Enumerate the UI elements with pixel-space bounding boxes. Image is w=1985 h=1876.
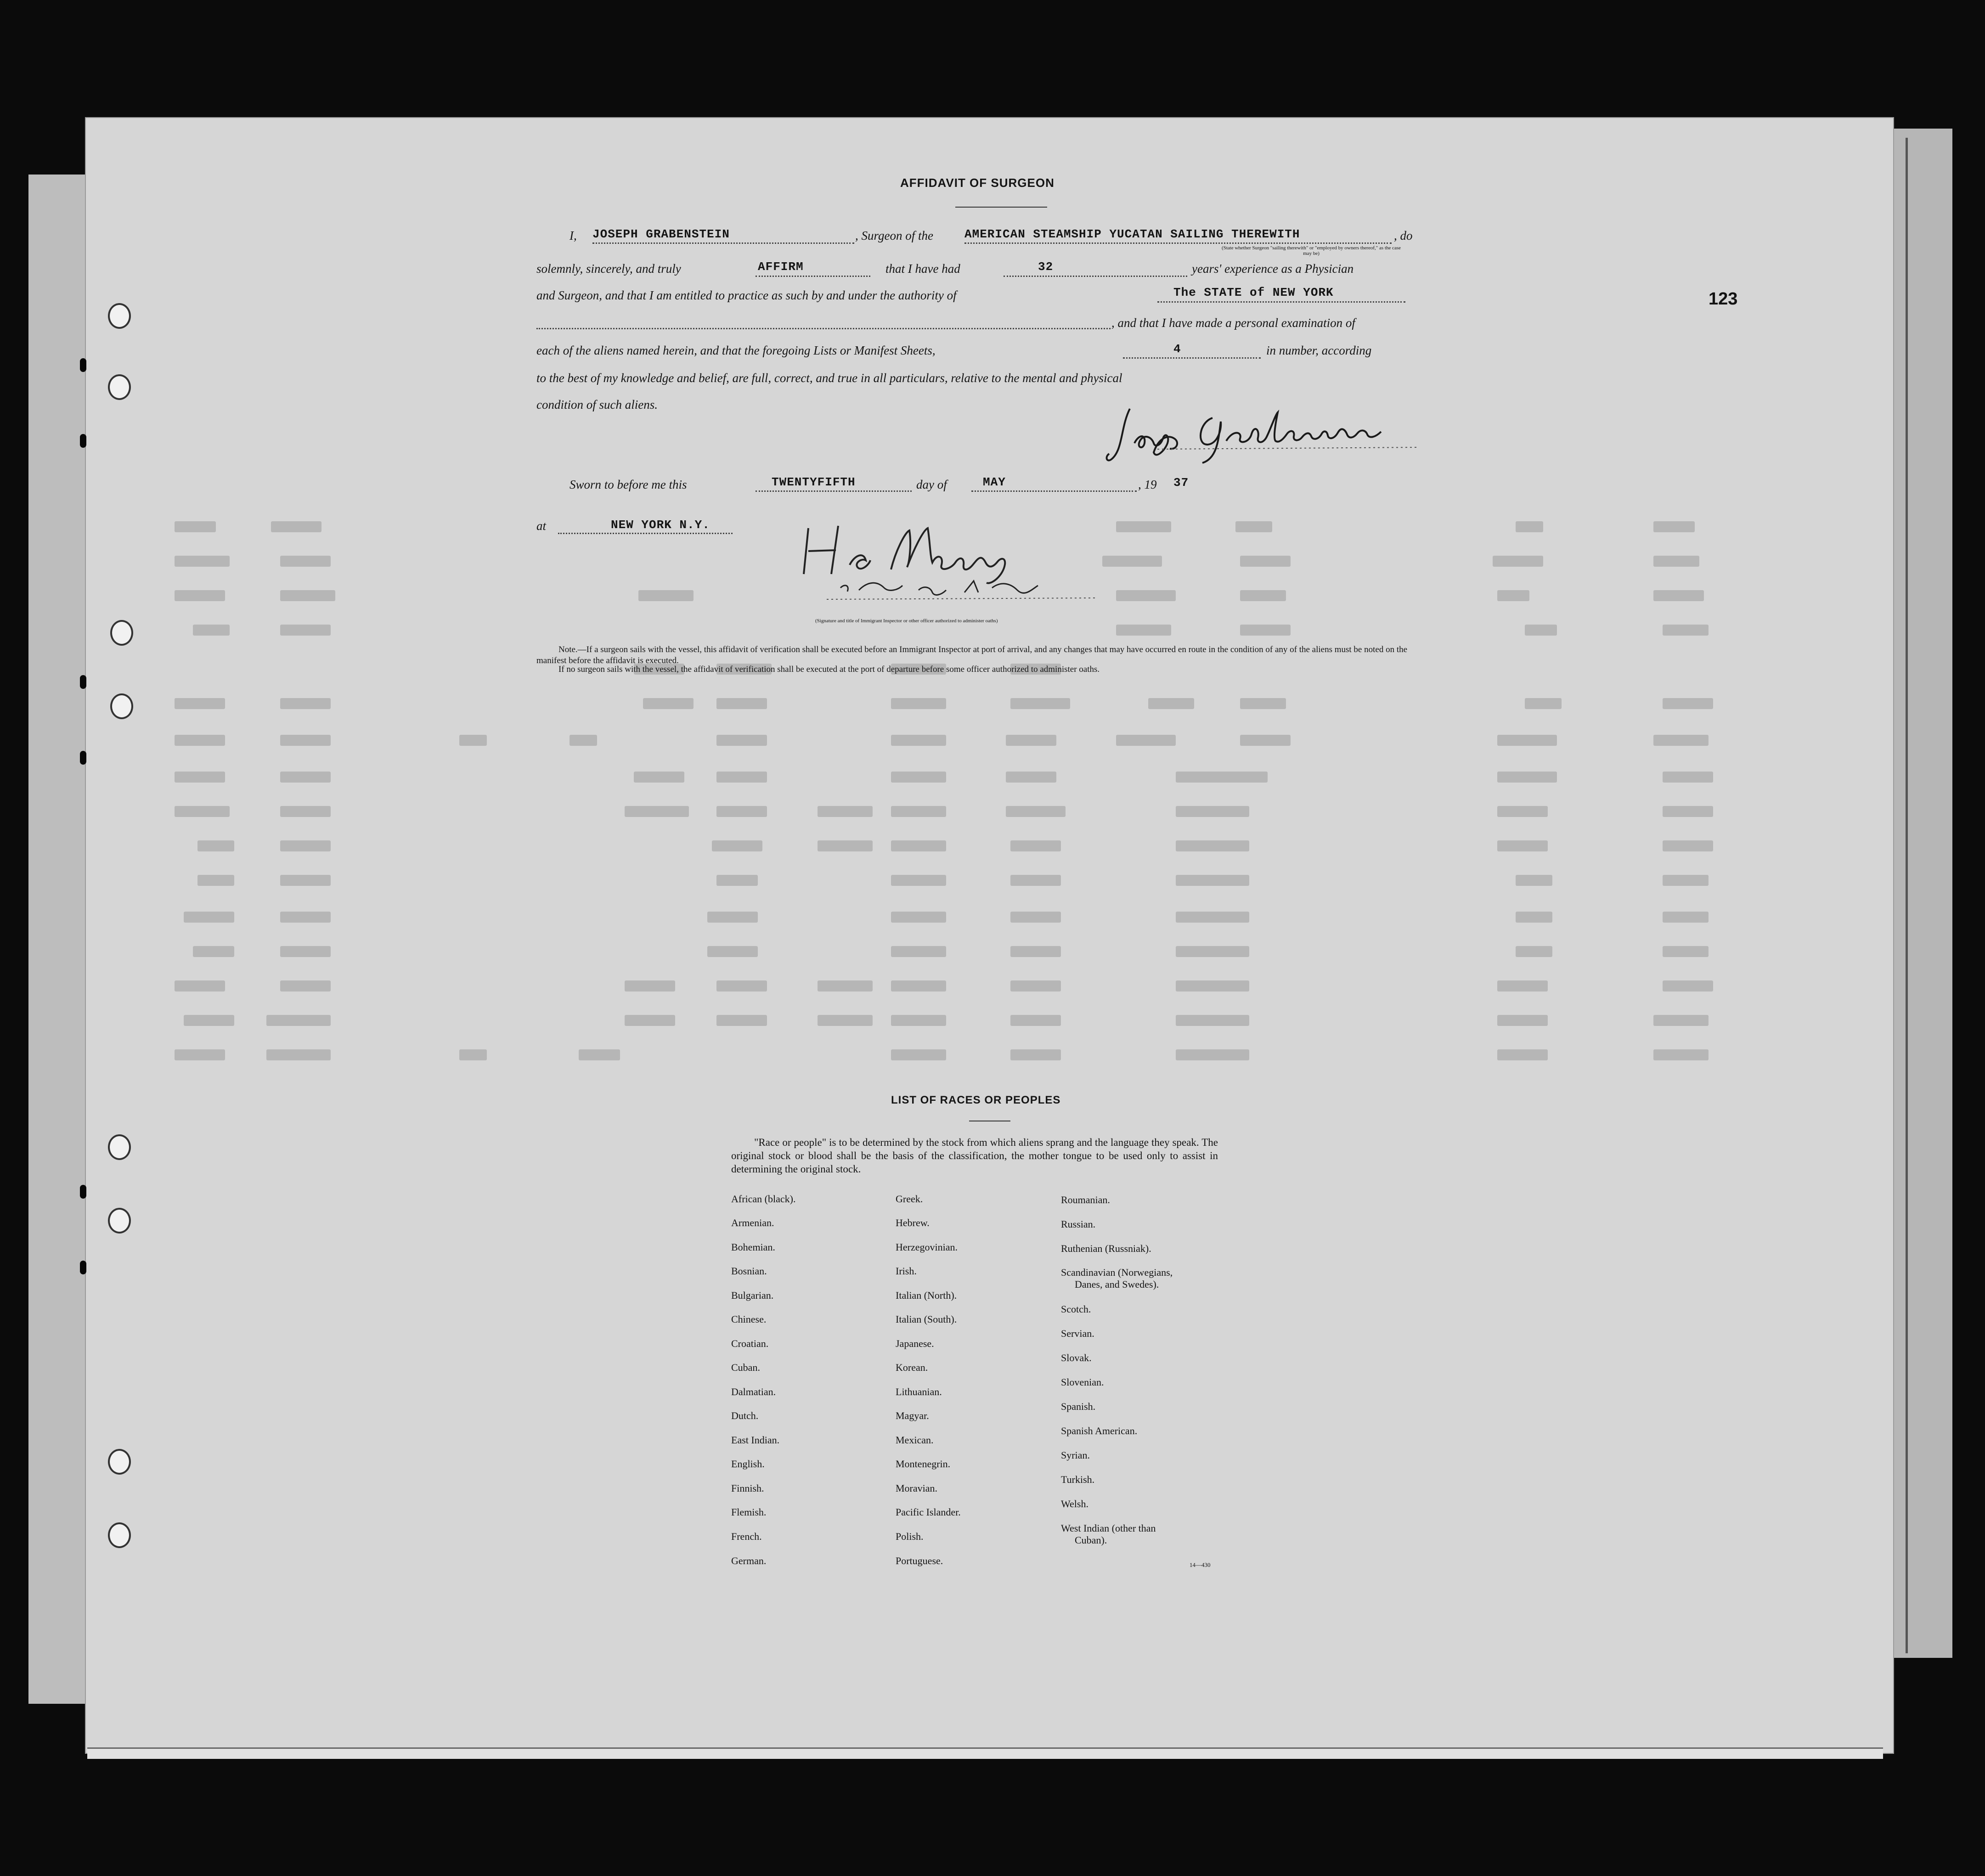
race-item: Syrian.	[1061, 1449, 1090, 1461]
races-intro: "Race or people" is to be determined by the stock from which aliens sprang and the language they speak. The original stock or blood shall be the basis of the classification, the mother tongue to be used only to assist in determining the original stock.	[731, 1137, 1218, 1175]
note-paragraph-1: Note.—If a surgeon sails with the vessel, this affidavit of verification shall be executed before an Immigrant Inspector at port of arrival, and any changes that may have occurred en route in the condition of any of the aliens must be noted on the manifest before the affidavit is executed.	[536, 645, 1408, 665]
officer-signature	[799, 524, 1130, 611]
sworn-day: TWENTYFIFTH	[772, 475, 856, 489]
line2-b: that I have had	[885, 262, 960, 276]
surgeon-of-label: , Surgeon of the	[855, 229, 933, 242]
race-item: Slovenian.	[1061, 1376, 1104, 1388]
year-suffix: 37	[1173, 476, 1189, 490]
race-item: English.	[731, 1458, 765, 1470]
race-item: Armenian.	[731, 1217, 774, 1228]
race-item: Lithuanian.	[896, 1386, 942, 1397]
race-item: Bulgarian.	[731, 1290, 774, 1301]
race-item: East Indian.	[731, 1434, 780, 1446]
race-item: Scandinavian (Norwegians,	[1061, 1267, 1173, 1278]
binder-hole	[108, 1522, 131, 1548]
affidavit-title: AFFIDAVIT OF SURGEON	[900, 176, 1055, 190]
line4: , and that I have made a personal examination of	[1111, 316, 1355, 330]
blank-line	[756, 276, 870, 277]
race-item: Scotch.	[1061, 1303, 1091, 1315]
race-item: Spanish.	[1061, 1401, 1096, 1412]
race-item: African (black).	[731, 1193, 796, 1205]
blank-line	[1157, 301, 1405, 303]
page-number: 123	[1709, 289, 1738, 309]
race-item: Moravian.	[896, 1482, 938, 1494]
binder-hole	[108, 303, 131, 329]
line2-a: solemnly, sincerely, and truly	[536, 262, 681, 276]
race-item: Roumanian.	[1061, 1194, 1110, 1206]
race-item: Italian (North).	[896, 1290, 957, 1301]
race-item: Greek.	[896, 1193, 923, 1205]
blank-line	[558, 533, 733, 534]
race-item: Slovak.	[1061, 1352, 1092, 1363]
race-item: Servian.	[1061, 1328, 1094, 1339]
blank-line	[964, 242, 1392, 244]
blank-line	[536, 328, 1111, 329]
punch-mark	[80, 675, 86, 689]
underlying-page-edge-left	[28, 175, 88, 1704]
punch-mark	[80, 1185, 86, 1199]
binder-hole	[110, 620, 133, 646]
race-item: Magyar.	[896, 1410, 929, 1421]
affirm-value: AFFIRM	[758, 260, 804, 274]
year-prefix: , 19	[1138, 478, 1157, 491]
race-item: Welsh.	[1061, 1498, 1088, 1510]
race-item: Portuguese.	[896, 1555, 943, 1566]
binder-hole	[108, 1134, 131, 1160]
vessel-note: (State whether Surgeon "sailing therewith" or "employed by owners thereof," as the case may be)	[1221, 245, 1401, 256]
race-item: Bosnian.	[731, 1265, 767, 1277]
line5-b: in number, according	[1266, 344, 1372, 357]
race-item: Mexican.	[896, 1434, 934, 1446]
vessel-name: AMERICAN STEAMSHIP YUCATAN SAILING THEREWITH	[964, 227, 1300, 241]
sworn-label: Sworn to before me this	[570, 478, 687, 491]
do-label: , do	[1394, 229, 1413, 242]
sworn-place: NEW YORK N.Y.	[611, 518, 710, 532]
race-item: Montenegrin.	[896, 1458, 951, 1470]
at-label: at	[536, 519, 547, 533]
line7: condition of such aliens.	[536, 398, 658, 411]
race-item: Korean.	[896, 1362, 928, 1373]
punch-mark	[80, 751, 86, 765]
race-item: Japanese.	[896, 1338, 934, 1349]
note-paragraph-2: If no surgeon sails with the vessel, the affidavit of verification shall be executed at the port of departure before some officer authorized to administer oaths.	[558, 665, 1100, 674]
race-item: Danes, and Swedes).	[1075, 1279, 1159, 1290]
race-item: Cuban.	[731, 1362, 760, 1373]
race-item: Finnish.	[731, 1482, 764, 1494]
blank-line	[1004, 276, 1187, 277]
pre-name: I,	[570, 229, 577, 242]
race-item: Italian (South).	[896, 1313, 957, 1325]
race-item: Dutch.	[731, 1410, 759, 1421]
races-title: LIST OF RACES OR PEOPLES	[891, 1094, 1061, 1106]
race-item: Hebrew.	[896, 1217, 930, 1228]
surgeon-signature	[1102, 400, 1424, 468]
line2-c: years' experience as a Physician	[1192, 262, 1354, 276]
race-item: French.	[731, 1531, 762, 1542]
blank-line	[592, 242, 854, 244]
blank-line	[1123, 357, 1261, 359]
punch-mark	[80, 1261, 86, 1274]
day-of-label: day of	[916, 478, 947, 491]
line6: to the best of my knowledge and belief, are full, correct, and true in all particulars, relative to the mental and physical	[536, 371, 1122, 385]
race-item: Pacific Islander.	[896, 1506, 961, 1518]
race-item: Cuban).	[1075, 1534, 1107, 1546]
race-item: Turkish.	[1061, 1474, 1095, 1485]
binder-hole	[108, 1208, 131, 1234]
punch-mark	[80, 434, 86, 448]
race-item: West Indian (other than	[1061, 1522, 1156, 1534]
race-item: Irish.	[896, 1265, 917, 1277]
race-item: Flemish.	[731, 1506, 767, 1518]
blank-line	[971, 490, 1137, 492]
race-item: Chinese.	[731, 1313, 767, 1325]
affidavit-sheet	[85, 117, 1894, 1754]
sheets-count: 4	[1173, 342, 1181, 356]
race-item: Polish.	[896, 1531, 924, 1542]
race-item: Bohemian.	[731, 1241, 775, 1253]
years-value: 32	[1038, 260, 1054, 274]
race-item: Russian.	[1061, 1218, 1096, 1230]
race-item: Herzegovinian.	[896, 1241, 958, 1253]
race-item: German.	[731, 1555, 767, 1566]
sworn-month: MAY	[983, 475, 1006, 489]
race-item: Croatian.	[731, 1338, 769, 1349]
binder-hole	[110, 693, 133, 719]
authority-value: The STATE of NEW YORK	[1173, 286, 1334, 299]
binder-hole	[108, 1449, 131, 1475]
race-item: Ruthenian (Russniak).	[1061, 1243, 1151, 1254]
form-number: 14—430	[1190, 1561, 1211, 1568]
surgeon-name: JOSEPH GRABENSTEIN	[592, 227, 730, 241]
race-item: Dalmatian.	[731, 1386, 776, 1397]
sheet-bottom-edge	[87, 1747, 1883, 1759]
blank-line	[756, 490, 912, 492]
race-item: Spanish American.	[1061, 1425, 1138, 1437]
line3-a: and Surgeon, and that I am entitled to practice as such by and under the authority of	[536, 288, 957, 302]
punch-mark	[80, 358, 86, 372]
line5-a: each of the aliens named herein, and that the foregoing Lists or Manifest Sheets,	[536, 344, 936, 357]
officer-caption: (Signature and title of Immigrant Inspector or other officer authorized to administer oaths)	[815, 618, 998, 624]
binder-hole	[108, 374, 131, 400]
title-underline	[955, 207, 1047, 208]
